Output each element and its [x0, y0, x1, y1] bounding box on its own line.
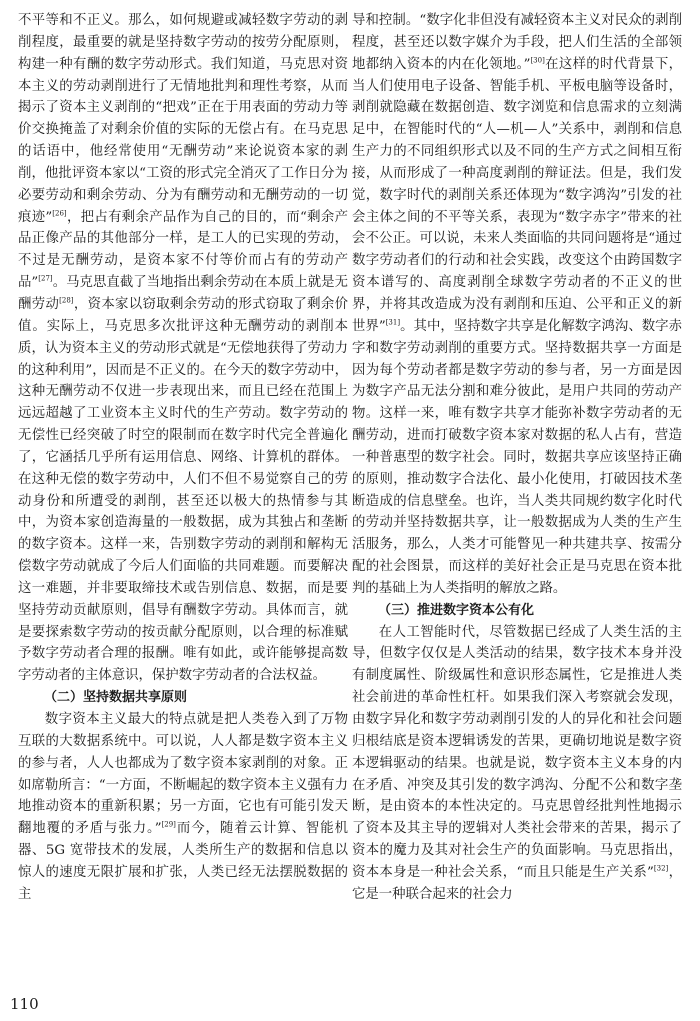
text-run: 不平等和不正义。那么，如何规避或减轻数字劳动的剥削程度，最重要的就是坚持数字劳动的按劳分配原则，构建一种有酬的数字劳动形式。我们知道，马克思对资本主义的劳动剥削进行了无情地批判和理性考察，从而揭示了资本主义剥削的“把戏”正在于用表面的劳动力等价交换掩盖了对剩余价值的实际的无偿占有。在马克思的话语中，他经常使用“无酬劳动”来论说资本家的剥削，他批评资本家以“工资的形式完全消灭了工作日分为必要劳动和剩余劳动、分为有酬劳动和无酬劳动的一切痕迹”: [18, 13, 348, 225]
text-run: 。其中，坚持数字共享是化解数字鸿沟、数字赤字和数字劳动剥削的重要方式。坚持数据共享一方面是因为每个劳动者都是数字劳动的参与者，另一方面是因为数字产品无法分割和难分彼此，是用户共同的劳动产物。这样一来，唯有数字共享才能弥补数字劳动者的无酬劳动，进而打破数字资本家对数据的私人占有，营造一种普惠型的数字社会。同时，数据共享应该坚持正确的原则，推动数字合法化、最小化使用，打破因技术垄断造成的信息壁垒。也许，当人类共同规约数字化时代的劳动并坚持数据共享，让一般数据成为人类的生产生活服务，那么，人类才可能瞥见一种共建共享、按需分配的社会图景，而这样的美好社会正是马克思在资本批判的基础上为人类指明的解放之路。: [352, 318, 682, 596]
citation-ref: [32]: [653, 864, 669, 873]
citation-ref: [31]: [385, 318, 401, 327]
body-paragraph: [352, 10, 682, 600]
section-heading: （三）推进数字资本公有化: [378, 602, 535, 618]
text-run: 数字资本主义最大的特点就是把人类卷入到了万物互联的大数据系统中。可以说，人人都是数字资本主义的参与者，人人也都成为了数字资本家剥削的对象。正如席勒所言：“一方面，不断崛起的数字资本主义强有力地推动资本的重新积累；另一方面，它也有可能引发天翻地覆的矛盾与张力。”: [18, 712, 348, 837]
text-run: ，资本家以窃取剩余劳动的形式窃取了剩余价值。实际上，马克思多次批评这种无酬劳动的剥削本质，认为资本主义的劳动形式就是“无偿地获得了劳动力的这种利用”，因而是不正义的。在今天的数字劳动中，这种无酬劳动不仅进一步表现出来，而且已经在范围上远远超越了工业资本主义时代的生产劳动。数字劳动的无偿性已经突破了时空的限制而在数字时代完全普遍化了，它涵括几乎所有运用信息、网络、计算机的群体。在这种无偿的数字劳动中，人们不但不易觉察自己的劳动身份和所遭受的剥削，甚至还以极大的热情参与其中，为资本家创造海量的一般数据，成为其独占和垄断的数字资本。这样一来，告别数字劳动的剥削和解构无偿数字劳动就成了今后人们面临的共同难题。而要解决这一难题，并非要取缔技术或告别信息、数据，而是要坚持劳动贡献原则，倡导有酬数字劳动。具体而言，就是要探索数字劳动的按贡献分配原则，以合理的标准赋予数字劳动者合理的报酬。唯有如此，或许能够提高数字劳动者的主体意识，保护数字劳动者的合法权益。: [18, 296, 349, 684]
body-paragraph: [352, 622, 682, 906]
citation-ref: [27]: [38, 274, 53, 283]
text-run: ，它是一种联合起来的社会力: [352, 864, 682, 902]
body-paragraph: [18, 709, 348, 906]
citation-ref: [30]: [530, 56, 545, 65]
body-paragraph: [18, 10, 348, 687]
text-run: 而今，随着云计算、智能机器、5G 宽带技术的发展，人类所生产的数据和信息以惊人的速度无限扩展和扩张，人类已经无法摆脱数据的主: [18, 821, 348, 902]
text-run: ，把占有剩余产品作为自己的目的，而“剩余产品正像产品的其他部分一样，是工人的已实现的劳动，不过是无酬劳动，是资本家不付等价而占有的劳动产品”: [18, 209, 348, 291]
left-column: [18, 10, 348, 906]
page-number: 110: [10, 995, 39, 1013]
section-heading: （二）坚持数据共享原则: [44, 690, 188, 706]
citation-ref: [26]: [52, 209, 67, 218]
text-run: 在这样的时代背景下，当人们使用电子设备、智能手机、平板电脑等设备时，剥削就隐藏在数据创造、数字浏览和信息需求的立刻满足中，在智能时代的“人—机—人”关系中，剥削和信息生产力的不同组织形式以及不同的生产方式之间相互衔接，从而形成了一种高度剥削的辩证法。但是，我们发觉，数字时代的剥削关系还体现为“数字鸿沟”引发的社会主体之间的不平等关系，表现为“数字赤字”带来的社会不公正。可以说，未来人类面临的共同问题将是“通过数字劳动者们的行动和社会实践，改变这个由跨国数字资本谱写的、高度剥削全球数字劳动者的不正义的世界，并将其改造成为没有剥削和压迫、公平和正义的新世界”: [352, 56, 682, 334]
text-run: 导和控制。“数字化非但没有减轻资本主义对民众的剥削程度，甚至还以数字媒介为手段，把人们生活的全部领地都纳入资本的内在化领地。”: [352, 13, 682, 72]
text-run: 。马克思直截了当地指出剩余劳动在本质上就是无酬劳动: [18, 275, 348, 312]
citation-ref: [28]: [59, 296, 74, 305]
right-column: [352, 10, 682, 906]
text-run: 在人工智能时代，尽管数据已经成了人类生活的主导，但数字仅仅是人类活动的结果，数字技术本身并没有制度属性、阶级属性和意识形态属性，它是推进人类社会前进的革命性杠杆。如果我们深入考察就会发现，由数字异化和数字劳动剥削引发的人的异化和社会问题归根结底是资本逻辑诱发的苦果，更确切地说是数字资本逻辑驱动的结果。也就是说，数字资本主义本身的内在矛盾、冲突及其引发的数字鸿沟、分配不公和数字垄断，是由资本的本性决定的。马克思曾经批判性地揭示了资本及其主导的逻辑对人类社会带来的苦果，揭示了资本的魔力及其对社会生产的负面影响。马克思指出，资本本身是一种社会关系，“而且只能是生产关系”: [352, 624, 682, 880]
citation-ref: [29]: [161, 820, 176, 829]
